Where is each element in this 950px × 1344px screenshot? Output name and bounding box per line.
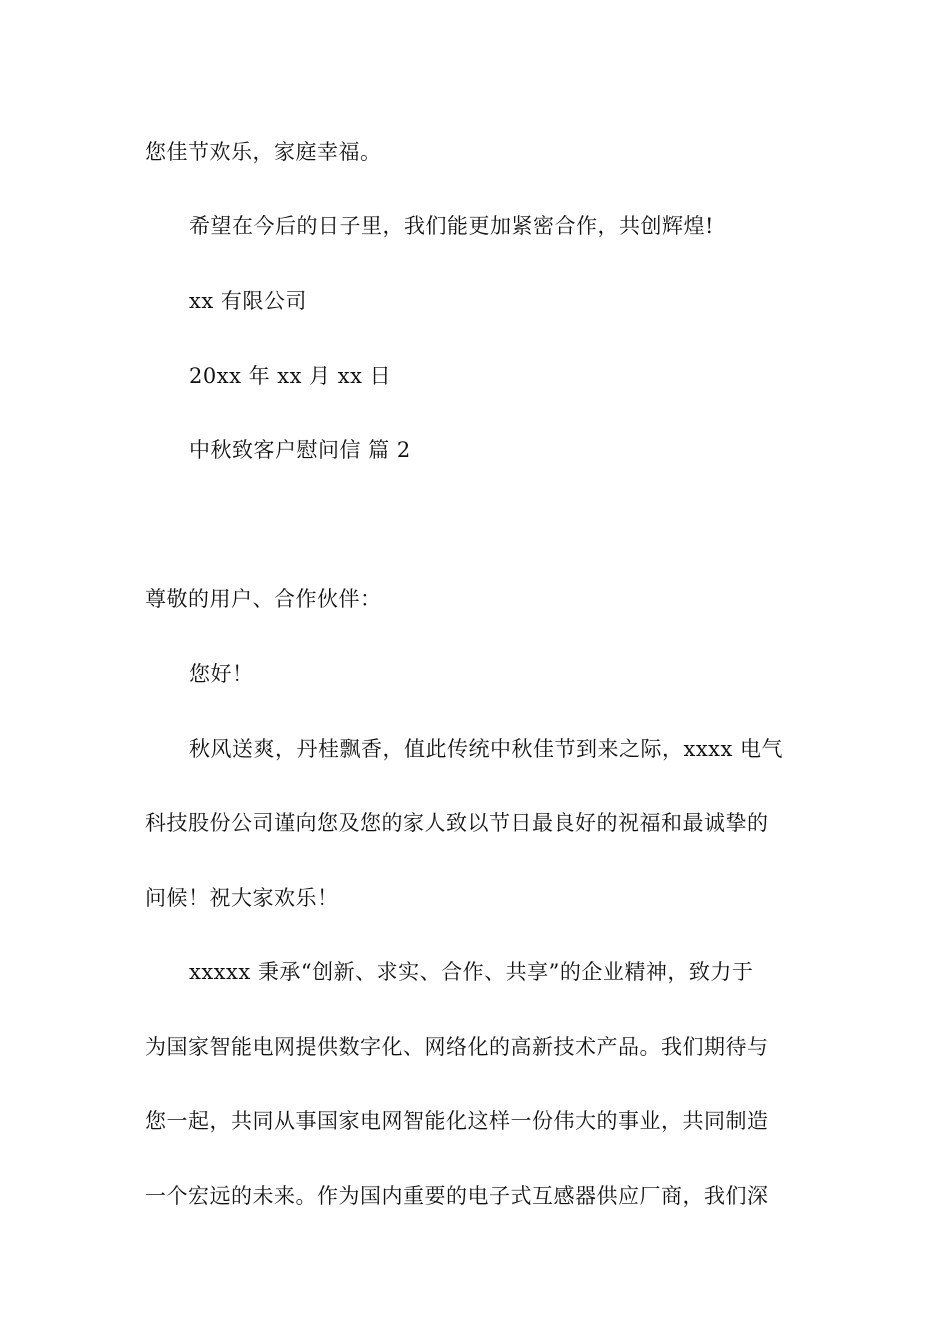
text-line-hope: 希望在今后的日子里，我们能更加紧密合作，共创辉煌! (189, 214, 714, 238)
signature-company: xx 有限公司 (189, 289, 307, 313)
paragraph-line: xxxxx 秉承“创新、求实、合作、共享”的企业精神，致力于 (189, 960, 754, 984)
paragraph-line: 为国家智能电网提供数字化、网络化的高新技术产品。我们期待与 (145, 1035, 769, 1059)
text-line-closing-wish: 您佳节欢乐，家庭幸福。 (145, 140, 382, 164)
section-heading: 中秋致客户慰问信 篇 2 (189, 438, 411, 462)
paragraph-line: 秋风送爽，丹桂飘香，值此传统中秋佳节到来之际，xxxx 电气 (189, 737, 784, 761)
paragraph-line: 问候！祝大家欢乐！ (145, 886, 339, 910)
greeting: 您好！ (189, 662, 254, 686)
paragraph-line: 您一起，共同从事国家电网智能化这样一份伟大的事业，共同制造 (145, 1109, 769, 1133)
paragraph-line: 科技股份公司谨向您及您的家人致以节日最良好的祝福和最诚挚的 (145, 811, 769, 835)
salutation: 尊敬的用户、合作伙伴： (145, 587, 382, 611)
paragraph-line: 一个宏远的未来。作为国内重要的电子式互感器供应厂商，我们深 (145, 1184, 769, 1208)
signature-date: 20xx 年 xx 月 xx 日 (189, 364, 392, 388)
